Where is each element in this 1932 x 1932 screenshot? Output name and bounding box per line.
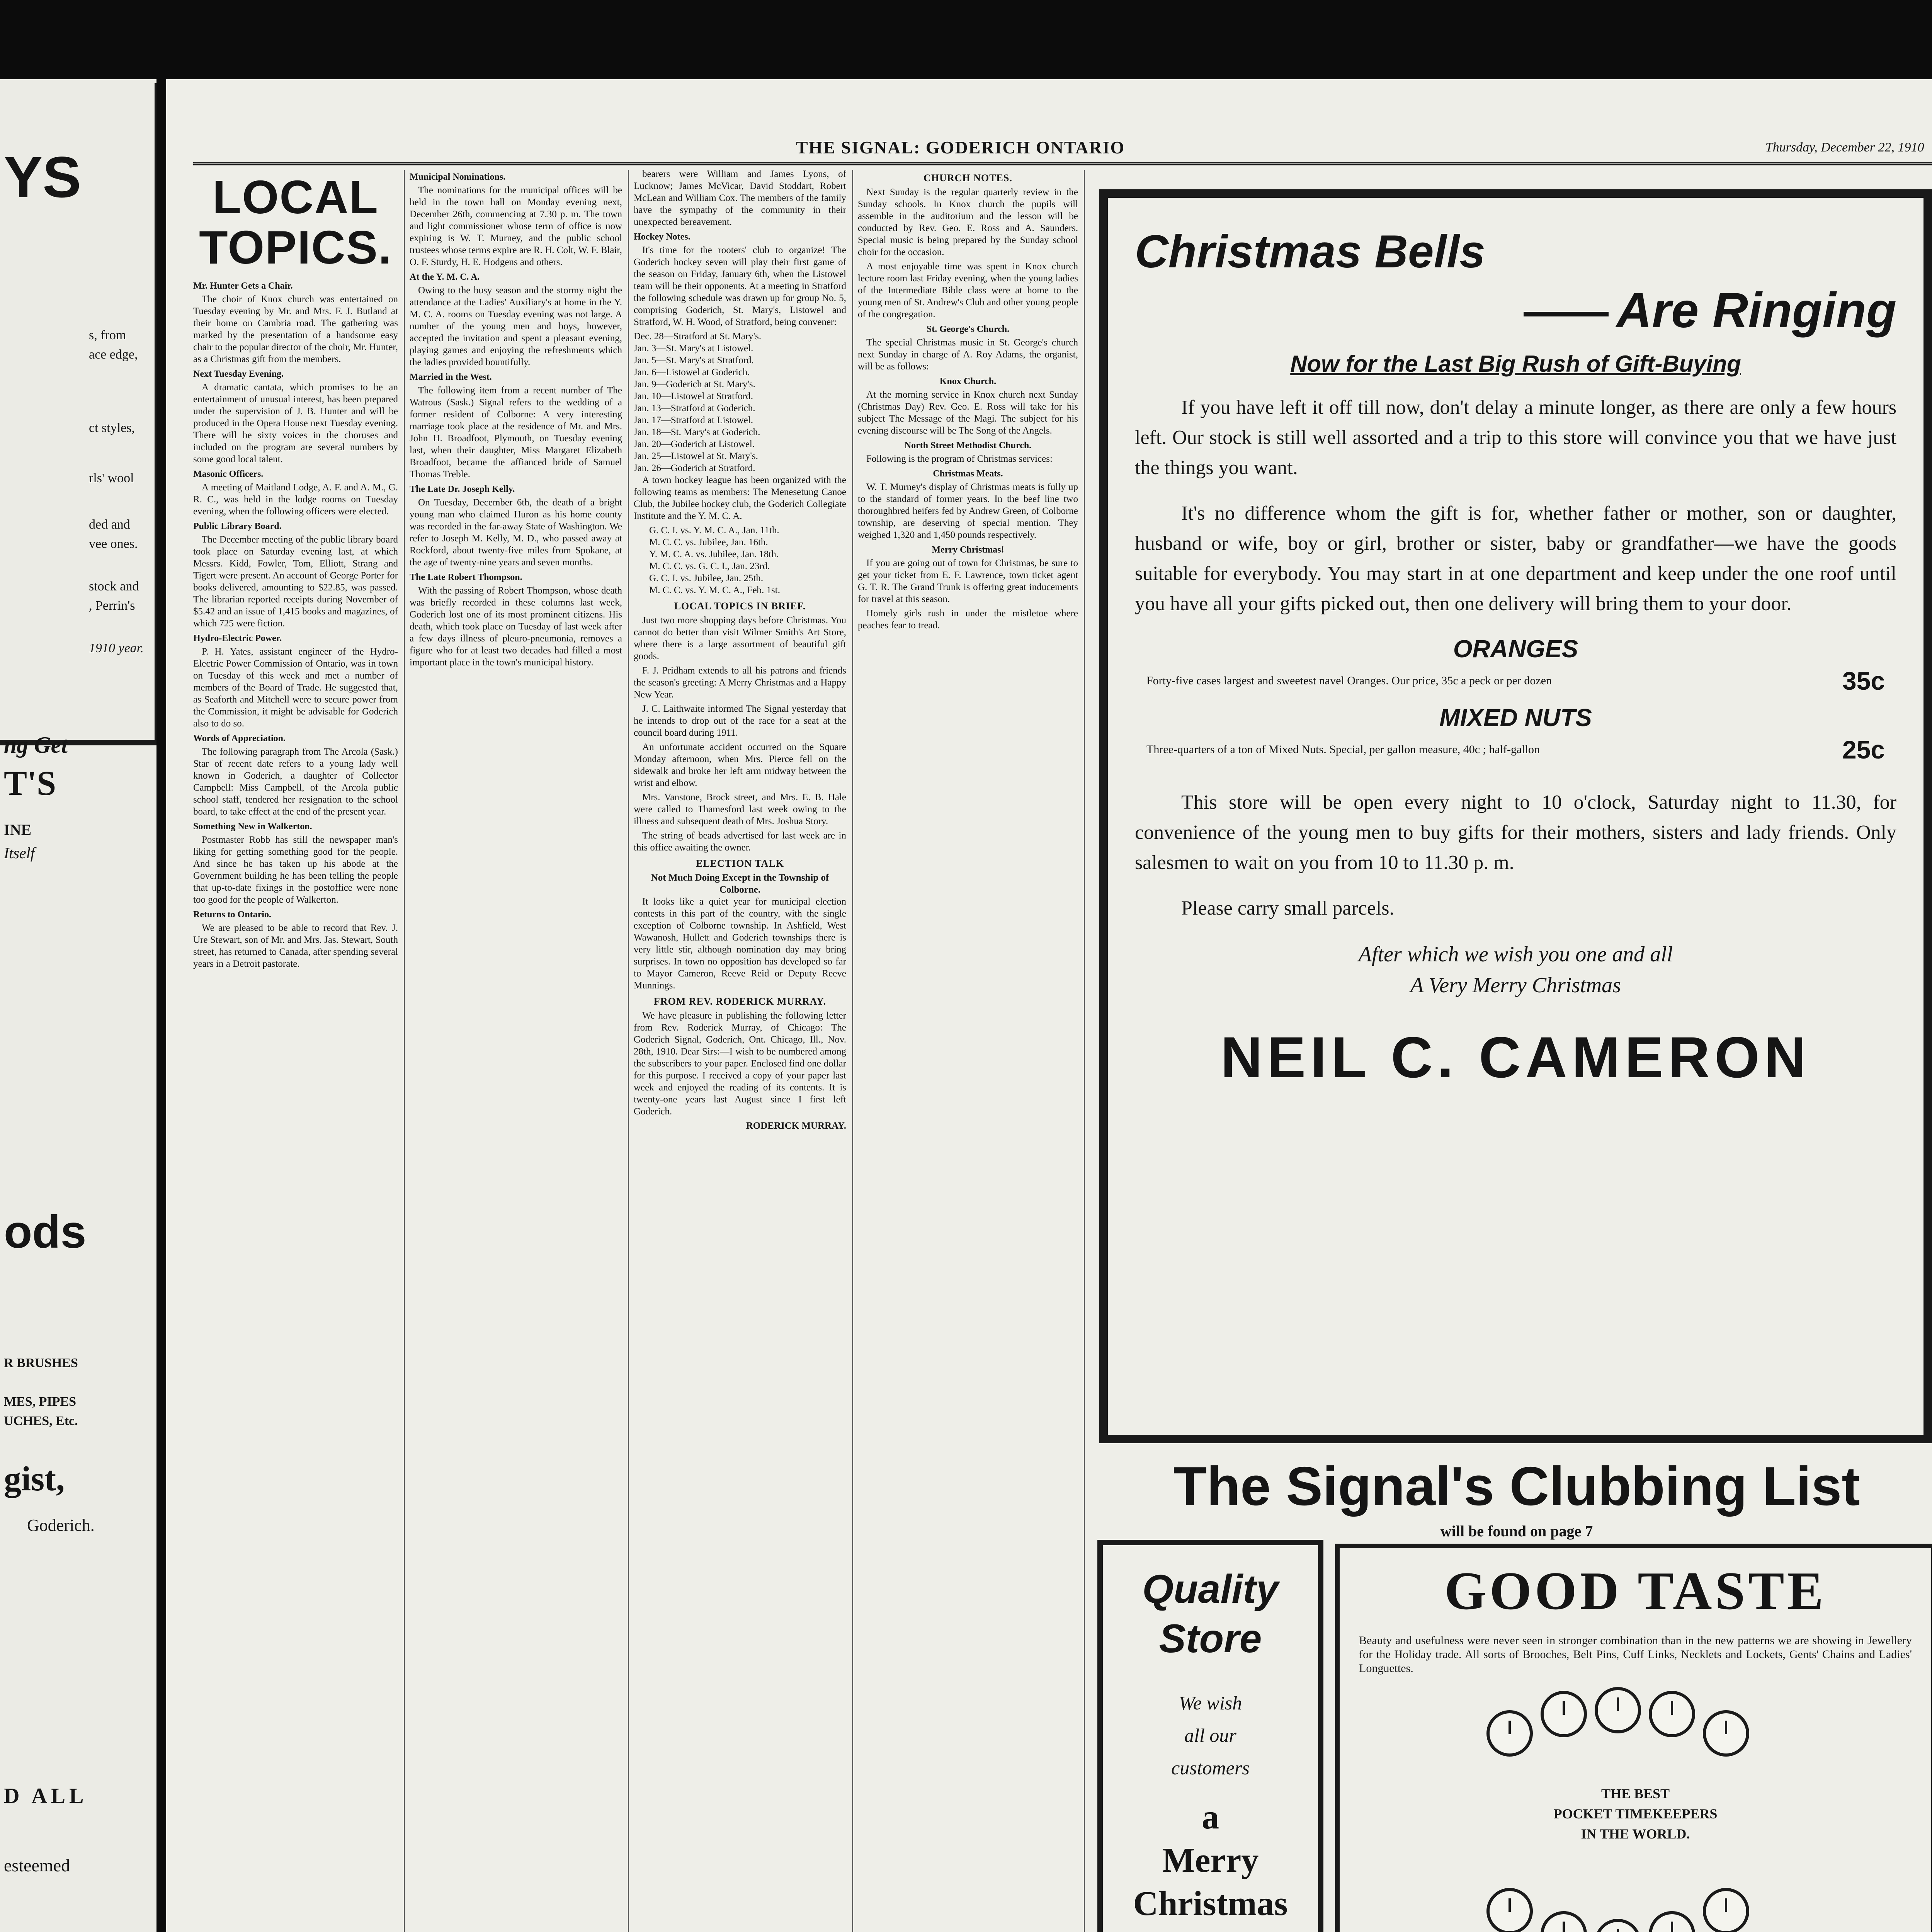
- left-fragment-ine: INE: [4, 821, 32, 838]
- header-rule: [193, 162, 1932, 165]
- flourish-decoration: [1524, 312, 1609, 316]
- article-text: It looks like a quiet year for municipal election contests in this part of the country, with the single exception of Colborne township. In Ashfield, West Wawanosh, Hullett and Goderich townships there is very little stir, although nomination day may bring surprises. In town no opposition has developed so far to Mayor Cameron, Reeve Reid or Deputy Reeve Munnings.: [634, 896, 846, 991]
- schedule-row: Jan. 18—St. Mary's at Goderich.: [634, 427, 760, 437]
- schedule-row: G. C. I. vs. Jubilee, Jan. 25th.: [649, 573, 764, 583]
- schedule-row: Jan. 6—Listowel at Goderich.: [634, 367, 750, 378]
- schedule-row: Y. M. C. A. vs. Jubilee, Jan. 18th.: [649, 549, 779, 560]
- ad-subtitle: Now for the Last Big Rush of Gift-Buying: [1290, 351, 1741, 377]
- left-fragment-itself: Itself: [4, 844, 35, 862]
- article-heading: The Late Robert Thompson.: [410, 572, 522, 582]
- article-text: Next Sunday is the regular quarterly review in the Sunday schools. In Knox church the pupils will assemble in the auditorium and the lesson will be conducted by Rev. Geo. E. Ross and A. Saunders. Special music is being prepared by the Sunday school choir for the occasion.: [858, 187, 1078, 257]
- pocket-watch-icon: [1486, 1888, 1533, 1932]
- article-heading: Masonic Officers.: [193, 469, 264, 479]
- ad-paragraph: It's no difference whom the gift is for, whether father or mother, son or daughter, husband or wife, boy or girl, brother or sister, baby or grandfather—we have the goods suitable for everybody. You may start in at one department and keep under the one roof until you have all your gifts picked out, then one delivery will bring them to your door.: [1135, 502, 1896, 615]
- article-text: If you are going out of town for Christmas, be sure to get your ticket from E. F. Lawrence, town ticket agent G. T. R. The Grand Trunk is offering great inducements for travel at this season.: [858, 558, 1078, 604]
- wish-line: customers: [1171, 1757, 1250, 1779]
- good-taste-ad: [1335, 1544, 1932, 1932]
- schedule-row: Jan. 13—Stratford at Goderich.: [634, 403, 755, 413]
- section-heading: CHURCH NOTES.: [923, 172, 1012, 184]
- article-text: Homely girls rush in under the mistletoe where peaches fear to tread.: [858, 608, 1078, 631]
- left-fragment-pipes: MES, PIPES: [4, 1395, 77, 1409]
- issue-date: Thursday, December 22, 1910: [1765, 140, 1924, 155]
- nuts-text: Three-quarters of a ton of Mixed Nuts. Special, per gallon measure, 40c ; half-gallon: [1146, 743, 1540, 756]
- article-heading: At the Y. M. C. A.: [410, 272, 480, 282]
- article-text: P. H. Yates, assistant engineer of the Hydro-Electric Power Commission of Ontario, was in town on Tuesday of this week and met a number of members of the Board of Trade. He suggested that, as Seaforth and Mitchell were to secure power from the Commission, it might be advisable for Goderich also to do so.: [193, 646, 398, 729]
- pocket-watch-icon: [1541, 1691, 1587, 1737]
- article-heading: Married in the West.: [410, 372, 492, 382]
- article-heading: Christmas Meats.: [933, 469, 1003, 479]
- article-text: We are pleased to be able to record that Rev. J. Ure Stewart, son of Mr. and Mrs. Jas. Stewart, South street, has returned to Canada, after spending several years in a Detroit pastorate.: [193, 923, 398, 969]
- left-fragment-line: s, from: [89, 328, 126, 342]
- column-local-topics: [193, 168, 398, 1932]
- article-text: bearers were William and James Lyons, of Lucknow; James McVicar, David Stoddart, Robert McLean and William Cox. The members of the family have the sympathy of the community in their unexpected bereavement.: [634, 169, 846, 227]
- column-rule: [628, 170, 629, 1932]
- left-fragment-brushes: R BRUSHES: [4, 1356, 78, 1370]
- left-fragment-ts: T'S: [4, 764, 56, 803]
- column-rule: [852, 170, 853, 1932]
- article-heading: Something New in Walkerton.: [193, 821, 312, 832]
- left-fragment-line: vee ones.: [89, 537, 138, 551]
- article-text: The December meeting of the public library board took place on Saturday evening last, at which Messrs. Kidd, Fowler, Tom, Elliott, Strang and Tigert were present. An account of George Porter for books delivered, amounting to $22.85, was passed. The librarian reported receipts during November of $5.42 and an issue of 1,415 books and magazines, of which 725 were fiction.: [193, 534, 398, 629]
- article-text: On Tuesday, December 6th, the death of a bright young man who claimed Huron as his home county was recorded in the far-away State of Washington. We refer to Joseph M. Kelly, M. D., who passed away at Rockford, about twenty-five miles from Spokane, at the age of twenty-nine years and seven months.: [410, 497, 622, 568]
- article-heading: Hockey Notes.: [634, 232, 690, 242]
- ad-title-line1: Christmas Bells: [1135, 226, 1486, 277]
- pocket-watch-icon: [1649, 1911, 1695, 1932]
- article-heading: Words of Appreciation.: [193, 733, 286, 743]
- watches-illustration: [1359, 1687, 1912, 1932]
- oranges-price: 35c: [1842, 667, 1885, 695]
- article-text: The following paragraph from The Arcola (Sask.) Star of recent date refers to a young lady well known in Goderich, a daughter of Collector Campbell: Miss Campbell, of the Arcola public school staff, tendered her resignation to the school board, to take effect at the end of the present year.: [193, 747, 398, 817]
- brief-item: Just two more shopping days before Christmas. You cannot do better than visit Wilmer Smith's Art Store, where there is a large assortment of beautiful gift goods.: [634, 615, 846, 662]
- ad-closing-line2: A Very Merry Christmas: [1410, 973, 1621, 997]
- article-text: A town hockey league has been organized with the following teams as members: The Menesetung Canoe Club, the Jubilee hockey club, the Goderich Collegiate Institute and the Y. M. C. A.: [634, 475, 846, 521]
- adjacent-page-left: [0, 79, 156, 1932]
- article-text: It's time for the rooters' club to organize! The Goderich hockey seven will play their first game of the season on Friday, January 6th, when the Listowel team will be their opponents. At a meeting in Stratford the following schedule was drawn up for group No. 5, comprising Goderich, St. Mary's, Listowel and Stratford, W. H. Wood, of Stratford, being convener:: [634, 245, 846, 327]
- schedule-row: Jan. 25—Listowel at St. Mary's.: [634, 451, 758, 461]
- schedule-row: Jan. 17—Stratford at Listowel.: [634, 415, 753, 425]
- left-fragment-d-all: D ALL: [4, 1784, 88, 1808]
- newspaper-page: [166, 79, 1932, 1932]
- ad-paragraph: This store will be open every night to 10 o'clock, Saturday night to 11.30, for convenience of the young men to buy gifts for their mothers, sisters and lady friends. Only salesmen to wait on you from 10 to 11.30 p. m.: [1135, 791, 1896, 874]
- article-text: Postmaster Robb has still the newspaper man's liking for getting something good for the people. And since he has taken up his abode at the Government building he has been telling the people that up-to-date fixings in the postoffice were none too good for the people of Walkerton.: [193, 835, 398, 905]
- clubbing-title: The Signal's Clubbing List: [1173, 1456, 1860, 1517]
- ad-closing: [1135, 939, 1896, 1001]
- left-fragment-gist: gist,: [4, 1460, 65, 1498]
- brief-item: The string of beads advertised for last week are in this office awaiting the owner.: [634, 830, 846, 853]
- column-three: [634, 168, 846, 1932]
- good-taste-title: GOOD TASTE: [1444, 1561, 1827, 1621]
- article-heading: Knox Church.: [939, 376, 997, 386]
- left-fragment-ing-get: ng Get: [4, 732, 68, 758]
- watches-caption-line: THE BEST: [1601, 1786, 1670, 1801]
- pocket-watch-icon: [1703, 1710, 1749, 1757]
- wish-merry: Merry: [1162, 1841, 1259, 1879]
- left-fragment-ods: ods: [4, 1206, 87, 1258]
- junior-schedule: [634, 524, 846, 596]
- brief-item: J. C. Laithwaite informed The Signal yesterday that he intends to drop out of the race for a seat at the council board during 1911.: [634, 704, 846, 738]
- wish-a: a: [1202, 1798, 1219, 1836]
- schedule-row: G. C. I. vs. Y. M. C. A., Jan. 11th.: [649, 525, 779, 536]
- article-heading: Returns to Ontario.: [193, 910, 271, 920]
- schedule-row: M. C. C. vs. Jubilee, Jan. 16th.: [649, 537, 768, 548]
- left-fragment-line: 1910 year.: [89, 641, 144, 655]
- hockey-schedule: [634, 330, 846, 474]
- nuts-row: [1135, 735, 1896, 764]
- schedule-row: M. C. C. vs. Y. M. C. A., Feb. 1st.: [649, 585, 780, 595]
- good-taste-intro: Beauty and usefulness were never seen in stronger combination than in the new patterns we are showing in Jewellery for the Holiday trade. All sorts of Brooches, Belt Pins, Cuff Links, Necklets and Lockets, Gents' Chains and Ladies' Longuettes.: [1359, 1634, 1912, 1675]
- article-text: A meeting of Maitland Lodge, A. F. and A. M., G. R. C., was held in the lodge rooms on Tuesday evening, when the following officers were elected.: [193, 482, 398, 517]
- running-head: THE SIGNAL: GODERICH ONTARIO: [796, 138, 1125, 157]
- oranges-title: ORANGES: [1453, 635, 1578, 663]
- article-heading: Hydro-Electric Power.: [193, 633, 282, 643]
- left-fragment-line: ace edge,: [89, 347, 138, 362]
- article-heading: The Late Dr. Joseph Kelly.: [410, 484, 515, 494]
- article-text: The following item from a recent number of The Watrous (Sask.) Signal refers to the wedding of a former resident of Colborne: A very interesting marriage took place at the residence of Mr. and Mrs. John H. Broadfoot, Plymouth, on Tuesday evening last, when their daughter, Miss Margaret Elizabeth Broadfoot, became the affianced bride of Samuel Thomas Treble.: [410, 385, 622, 480]
- wish-line: We wish: [1179, 1692, 1242, 1714]
- wish-line: all our: [1184, 1725, 1236, 1746]
- pocket-watch-icon: [1649, 1691, 1695, 1737]
- brief-item: Mrs. Vanstone, Brock street, and Mrs. E. B. Hale were called to Thamesford last week owing to the illness and subsequent death of Mrs. Joshua Story.: [634, 792, 846, 827]
- article-heading: North Street Methodist Church.: [904, 440, 1032, 451]
- watches-caption: [1359, 1784, 1912, 1844]
- quality-line2: Store: [1159, 1616, 1262, 1661]
- ad-title-line2-text: Are Ringing: [1616, 283, 1896, 338]
- article-text: Following is the program of Christmas services:: [866, 454, 1053, 464]
- ad-paragraph: If you have left it off till now, don't delay a minute longer, as there are only a few hours left. Our stock is still well assorted and a trip to this store will convince you that we have just the things you want.: [1135, 396, 1896, 479]
- left-fragment-ys: YS: [4, 145, 82, 209]
- left-fragment-line: stock and: [89, 579, 139, 594]
- left-fragment-line: , Perrin's: [89, 599, 135, 613]
- article-text: The choir of Knox church was entertained on Tuesday evening by Mr. and Mrs. F. J. Butland at their home on Cambria road. The gathering was marked by the presentation of a handsome easy chair to the popular director of the choir, Mr. Hunter, as a Christmas gift from the members.: [193, 294, 398, 364]
- article-text: W. T. Murney's display of Christmas meats is fully up to the standard of former years. In the beef line two thoroughbred heifers fed by Andrew Green, of Colborne township, are deserving of special mention. They weighed 1,320 and 1,450 pounds respectively.: [858, 482, 1078, 540]
- article-heading: Next Tuesday Evening.: [193, 369, 284, 379]
- column-rule: [1084, 170, 1085, 1932]
- article-text: Owing to the busy season and the stormy night the attendance at the Ladies' Auxiliary's at home in the Y. M. C. A. rooms on Tuesday evening was not large. A number of the young men and boys, however, accepted the invitation and spent a pleasant evening, playing games and enjoying the refreshments which the ladies provided bountifully.: [410, 285, 622, 367]
- left-fragment-esteemed: esteemed: [4, 1855, 70, 1875]
- column-four: [858, 168, 1078, 1932]
- letter-signature: RODERICK MURRAY.: [746, 1121, 846, 1131]
- quality-line1: Quality: [1142, 1567, 1279, 1612]
- article-heading: Municipal Nominations.: [410, 172, 506, 182]
- article-heading: St. George's Church.: [926, 324, 1010, 334]
- column-two: [410, 168, 622, 1932]
- schedule-row: M. C. C. vs. G. C. I., Jan. 23rd.: [649, 561, 770, 571]
- watches-caption-line: IN THE WORLD.: [1581, 1826, 1690, 1842]
- watches-caption-line: POCKET TIMEKEEPERS: [1553, 1806, 1718, 1821]
- nuts-title: MIXED NUTS: [1439, 704, 1592, 731]
- schedule-row: Jan. 20—Goderich at Listowel.: [634, 439, 755, 449]
- wish-christmas: Christmas: [1133, 1884, 1288, 1923]
- pocket-watch-icon: [1595, 1687, 1641, 1733]
- left-fragment-line: ded and: [89, 517, 130, 532]
- section-heading: FROM REV. RODERICK MURRAY.: [653, 996, 827, 1007]
- nuts-price: 25c: [1842, 735, 1885, 764]
- pocket-watch-icon: [1703, 1888, 1749, 1932]
- left-fragment-goderich: Goderich.: [27, 1516, 95, 1535]
- article-text: We have pleasure in publishing the following letter from Rev. Roderick Murray, of Chicago: The Goderich Signal, Goderich, Ont. Chicago, Ill., Nov. 28th, 1910. Dear Sirs:—I wish to be numbered among the subscribers to your paper. Enclosed find one dollar for this purpose. I received a copy of your paper last week and enjoyed the reading of its contents. It is twenty-one years last August since I first left Goderich.: [634, 1010, 846, 1117]
- local-topics-title: LOCAL TOPICS.: [199, 171, 392, 274]
- article-text: The nominations for the municipal offices will be held in the town hall on Monday evening next, December 26th, commencing at 7.30 p. m. The town and light commissioner whose term of office is now expiring is W. T. Murney, and the public school trustees whose terms expire are R. H. Colt, W. F. Blair, O. F. Sturdy, H. E. Hodgens and others.: [410, 185, 622, 267]
- schedule-row: Dec. 28—Stratford at St. Mary's.: [634, 331, 762, 342]
- christmas-bells-ad: [1099, 189, 1932, 1443]
- pocket-watch-icon: [1595, 1919, 1641, 1932]
- store-name: NEIL C. CAMERON: [1220, 1025, 1811, 1090]
- article-heading: Mr. Hunter Gets a Chair.: [193, 281, 293, 291]
- column-rule: [404, 170, 405, 1932]
- ad-title-line2: [1135, 282, 1896, 339]
- section-heading: LOCAL TOPICS IN BRIEF.: [674, 600, 806, 612]
- section-subheading: Not Much Doing Except in the Township of Colborne.: [651, 872, 829, 895]
- clubbing-subtitle: will be found on page 7: [1440, 1522, 1593, 1540]
- ad-closing-line1: After which we wish you one and all: [1358, 942, 1673, 966]
- left-fragment-line: ct styles,: [89, 421, 135, 435]
- article-heading: Merry Christmas!: [932, 545, 1004, 555]
- article-text: With the passing of Robert Thompson, whose death was briefly recorded in these columns last week, Goderich lost one of its most prominent citizens. His death, which took place on Tuesday of last week after a few days illness of pleuro-pneumonia, removes a figure who for at least two decades had filled a most important place in the town's municipal history.: [410, 585, 622, 668]
- schedule-row: Jan. 10—Listowel at Stratford.: [634, 391, 753, 401]
- article-text: A dramatic cantata, which promises to be an entertainment of unusual interest, has been prepared under the supervision of J. B. Hunter and will be produced in the Opera House next Tuesday evening. There will be sixty voices in the choruses and included on the program are several numbers by some good local talent.: [193, 382, 398, 464]
- schedule-row: Jan. 5—St. Mary's at Stratford.: [634, 355, 754, 366]
- article-heading: Public Library Board.: [193, 521, 282, 531]
- schedule-row: Jan. 26—Goderich at Stratford.: [634, 463, 755, 473]
- oranges-row: [1135, 666, 1896, 696]
- quality-store-ad: [1097, 1540, 1323, 1932]
- schedule-row: Jan. 9—Goderich at St. Mary's.: [634, 379, 755, 389]
- running-date: [1765, 140, 1932, 155]
- brief-item: An unfortunate accident occurred on the Square Monday afternoon, when Mrs. Pierce fell on the sidewalk and broke her left arm midway between the wrist and elbow.: [634, 742, 846, 788]
- left-fragment-uches: UCHES, Etc.: [4, 1414, 78, 1428]
- pocket-watch-icon: [1486, 1710, 1533, 1757]
- clubbing-list-notice: [1092, 1455, 1932, 1540]
- article-text: At the morning service in Knox church next Sunday (Christmas Day) Rev. Geo. E. Ross will take for his subject The Message of the Magi. The subject for his evening discourse will be The Song of the Angels.: [858, 389, 1078, 436]
- pocket-watch-icon: [1541, 1911, 1587, 1932]
- oranges-text: Forty-five cases largest and sweetest navel Oranges. Our price, 35c a peck or per dozen: [1146, 674, 1552, 687]
- article-text: A most enjoyable time was spent in Knox church lecture room last Friday evening, when the young ladies of the Intermediate Bible class were at home to the young men of St. Andrew's Club and other young people of the congregation.: [858, 261, 1078, 320]
- section-heading: ELECTION TALK: [696, 858, 784, 869]
- article-text: The special Christmas music in St. George's church next Sunday in charge of A. Roy Adams, the organist, will be as follows:: [858, 337, 1078, 372]
- brief-item: F. J. Pridham extends to all his patrons and friends the season's greeting: A Merry Christmas and a Happy New Year.: [634, 665, 846, 700]
- ad-paragraph: Please carry small parcels.: [1181, 897, 1395, 919]
- left-fragment-line: rls' wool: [89, 471, 134, 485]
- schedule-row: Jan. 3—St. Mary's at Listowel.: [634, 343, 753, 354]
